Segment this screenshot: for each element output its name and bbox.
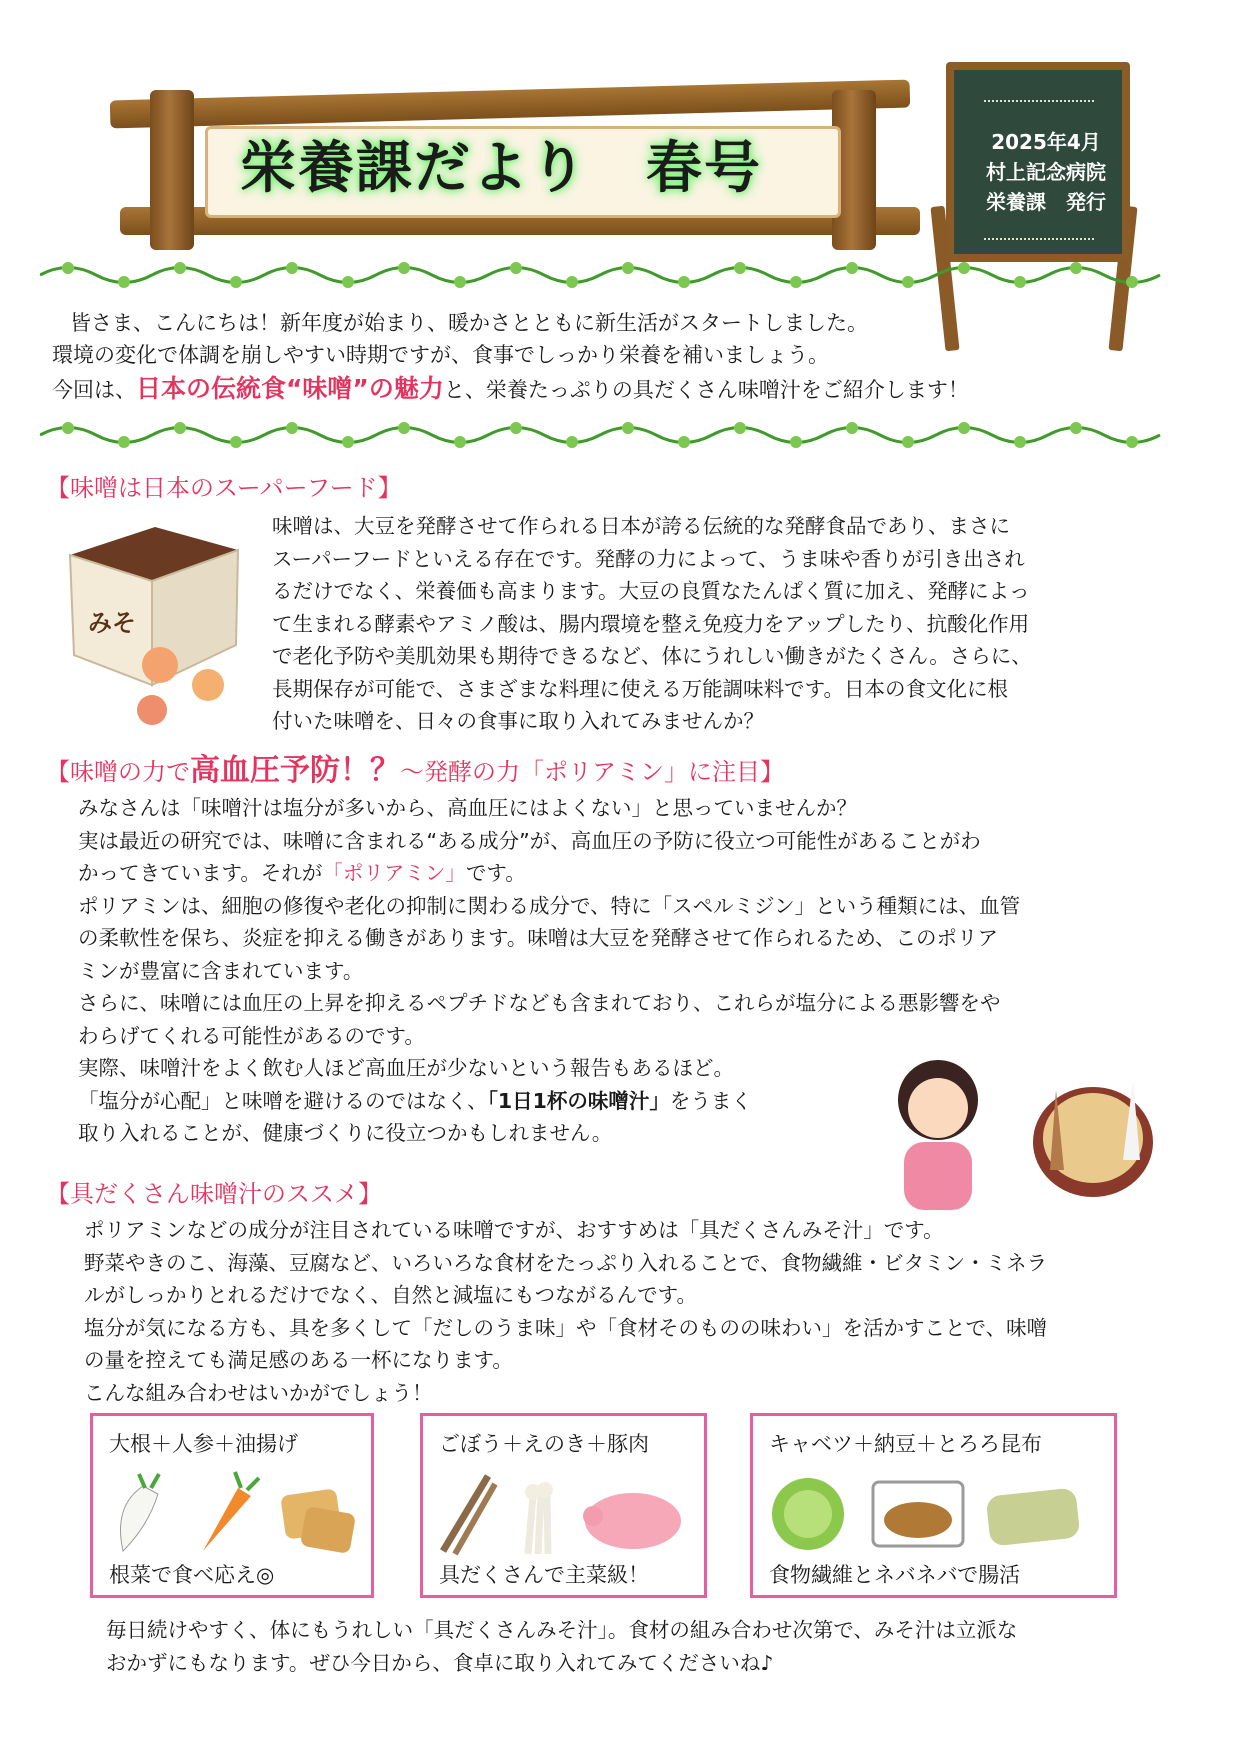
intro-line-3: [52, 374, 969, 405]
section-2-line-1: みなさんは「味噌汁は塩分が多いから、高血圧にはよくない」と思っていませんか？: [78, 796, 857, 820]
section-2-line-8: わらげてくれる可能性があるのです。: [78, 1023, 425, 1048]
closing-text: [106, 1614, 1017, 1679]
combo-caption: 具だくさんで主菜級！: [439, 1563, 649, 1587]
section-3-line-2: 野菜やきのこ、海藻、豆腐など、いろいろな食材をたっぷり入れることで、食物繊維・ビタミン・ミネラ: [84, 1250, 1048, 1275]
vine-divider-top: [40, 258, 1170, 292]
section-3-line-3: ルがしっかりとれるだけでなく、自然と減塩にもつながるんです。: [84, 1283, 697, 1307]
chalk-ornament-bottom: [984, 228, 1094, 240]
daikon-carrot-aburaage-icon: [103, 1466, 363, 1556]
closing-line-1: 毎日続けやすく、体にもうれしい「具だくさんみそ汁」。食材の組み合わせ次第で、みそ汁は立派な: [106, 1618, 1018, 1642]
title-board: [110, 82, 930, 252]
section-1-line-1: 味噌は、大豆を発酵させて作られる日本が誇る伝統的な発酵食品であり、まさに: [272, 514, 1010, 538]
miso-label: みそ: [88, 609, 136, 637]
combo-title: 大根＋人参＋油揚げ: [109, 1432, 298, 1456]
section-1-line-7: 付いた味噌を、日々の食事に取り入れてみませんか？: [272, 709, 764, 733]
miso-illustration: [60, 515, 260, 725]
combo-card-gobo: [420, 1413, 707, 1598]
section-2-heading-post: ～発酵の力「ポリアミン」に注目】: [400, 758, 784, 786]
section-2-line-7: さらに、味噌には血圧の上昇を抑えるペプチドなども含まれており、これらが塩分による悪影響をや: [78, 991, 1001, 1015]
section-2-heading-big: 高血圧予防！？: [190, 753, 400, 788]
intro-highlight: 日本の伝統食“味噌”の魅力: [136, 374, 444, 403]
newsletter-title: 栄養課だより 春号: [240, 136, 762, 201]
section-2-line-4: ポリアミンは、細胞の修復や老化の抑制に関わる成分で、特に「スペルミジン」という種類には、血管: [78, 893, 1021, 918]
polyamine-highlight: 「ポリアミン」: [322, 861, 466, 885]
combo-title: キャベツ＋納豆＋とろろ昆布: [769, 1432, 1042, 1456]
section-2-line-3-post: です。: [465, 861, 526, 885]
section-3-heading: 【具だくさん味噌汁のススメ】: [46, 1180, 382, 1208]
section-1-line-2: スーパーフードといえる存在です。発酵の力によって、うま味や香りが引き出され: [272, 546, 1025, 571]
section-3-line-4: 塩分が気になる方も、具を多くして「だしのうま味」や「食材そのものの味わい」を活かすことで、味噌: [84, 1315, 1048, 1340]
intro-line-3-post: と、栄養たっぷりの具だくさん味噌汁をご紹介します！: [443, 378, 969, 402]
section-1-heading: 【味噌は日本のスーパーフード】: [46, 474, 402, 502]
intro-line-2: 環境の変化で体調を崩しやすい時期ですが、食事でしっかり栄養を補いましょう。: [52, 343, 829, 367]
section-1-line-4: て生まれる酵素やアミノ酸は、腸内環境を整え免疫力をアップしたり、抗酸化作用: [272, 611, 1030, 636]
section-1-body: [272, 510, 1032, 738]
left-post: [150, 90, 194, 250]
section-3-line-5: の量を控えても満足感のある一杯になります。: [84, 1348, 513, 1372]
combo-card-daikon: [90, 1413, 374, 1598]
section-1-line-3: るだけでなく、栄養価も高まります。大豆の良質なたんぱく質に加え、発酵によっ: [272, 579, 1030, 603]
vine-divider-bottom: [40, 418, 1170, 452]
combo-card-cabbage: [750, 1413, 1117, 1598]
publisher: 栄養課 発行: [986, 190, 1106, 214]
combo-caption: 食物繊維とネバネバで腸活: [769, 1563, 1021, 1587]
section-3-body: [84, 1214, 1047, 1409]
combo-caption: 根菜で食べ応え◎: [109, 1563, 275, 1587]
chalk-ornament-top: [984, 90, 1094, 102]
cabbage-natto-kombu-icon: [763, 1464, 1103, 1554]
intro-line-1: 皆さま、こんにちは！新年度が始まり、暖かさとともに新生活がスタートしました。: [70, 311, 868, 335]
section-2-line-11: 取り入れることが、健康づくりに役立つかもしれません。: [78, 1121, 613, 1145]
section-2-line-10-post: をうまく: [669, 1088, 752, 1113]
section-1-line-6: 長期保存が可能で、さまざまな料理に使える万能調味料です。日本の食文化に根: [272, 676, 1008, 701]
section-2-line-3-pre: かってきています。それが: [78, 861, 323, 885]
chalkboard-panel: [946, 62, 1130, 262]
section-3-line-6: こんな組み合わせはいかがでしょう！: [84, 1380, 433, 1405]
section-2-line-2: 実は最近の研究では、味噌に含まれる“ある成分”が、高血圧の予防に役立つ可能性があることがわ: [78, 828, 981, 853]
woman-miso-soup-illustration: [868, 1050, 1168, 1210]
top-beam: [110, 80, 910, 129]
section-2-line-3: [78, 857, 1020, 890]
intro-line-3-pre: 今回は、: [52, 378, 136, 402]
section-2-line-10-pre: 「塩分が心配」と味噌を避けるのではなく、: [78, 1088, 488, 1113]
section-2-heading: [46, 755, 784, 788]
issue-date: 2025年4月: [991, 130, 1101, 154]
combo-title: ごぼう＋えのき＋豚肉: [439, 1432, 649, 1456]
section-2-heading-pre: 【味噌の力で: [46, 758, 190, 786]
one-cup-highlight: 「1日1杯の味噌汁」: [487, 1088, 670, 1113]
gobo-enoki-pork-icon: [433, 1466, 693, 1556]
closing-line-2: おかずにもなります。ぜひ今日から、食卓に取り入れてみてくださいね♪: [106, 1650, 774, 1675]
hospital-name: 村上記念病院: [986, 160, 1106, 184]
section-2-line-6: ミンが豊富に含まれています。: [78, 958, 364, 983]
section-3-line-1: ポリアミンなどの成分が注目されている味噌ですが、おすすめは「具だくさんみそ汁」です。: [84, 1218, 944, 1242]
section-2-line-5: の柔軟性を保ち、炎症を抑える働きがあります。味噌は大豆を発酵させて作られるため、このポリア: [78, 926, 999, 950]
section-2-line-9: 実際、味噌汁をよく飲む人ほど高血圧が少ないという報告もあるほど。: [78, 1056, 734, 1080]
section-1-line-5: で老化予防や美肌効果も期待できるなど、体にうれしい働きがたくさん。さらに、: [272, 644, 1032, 668]
